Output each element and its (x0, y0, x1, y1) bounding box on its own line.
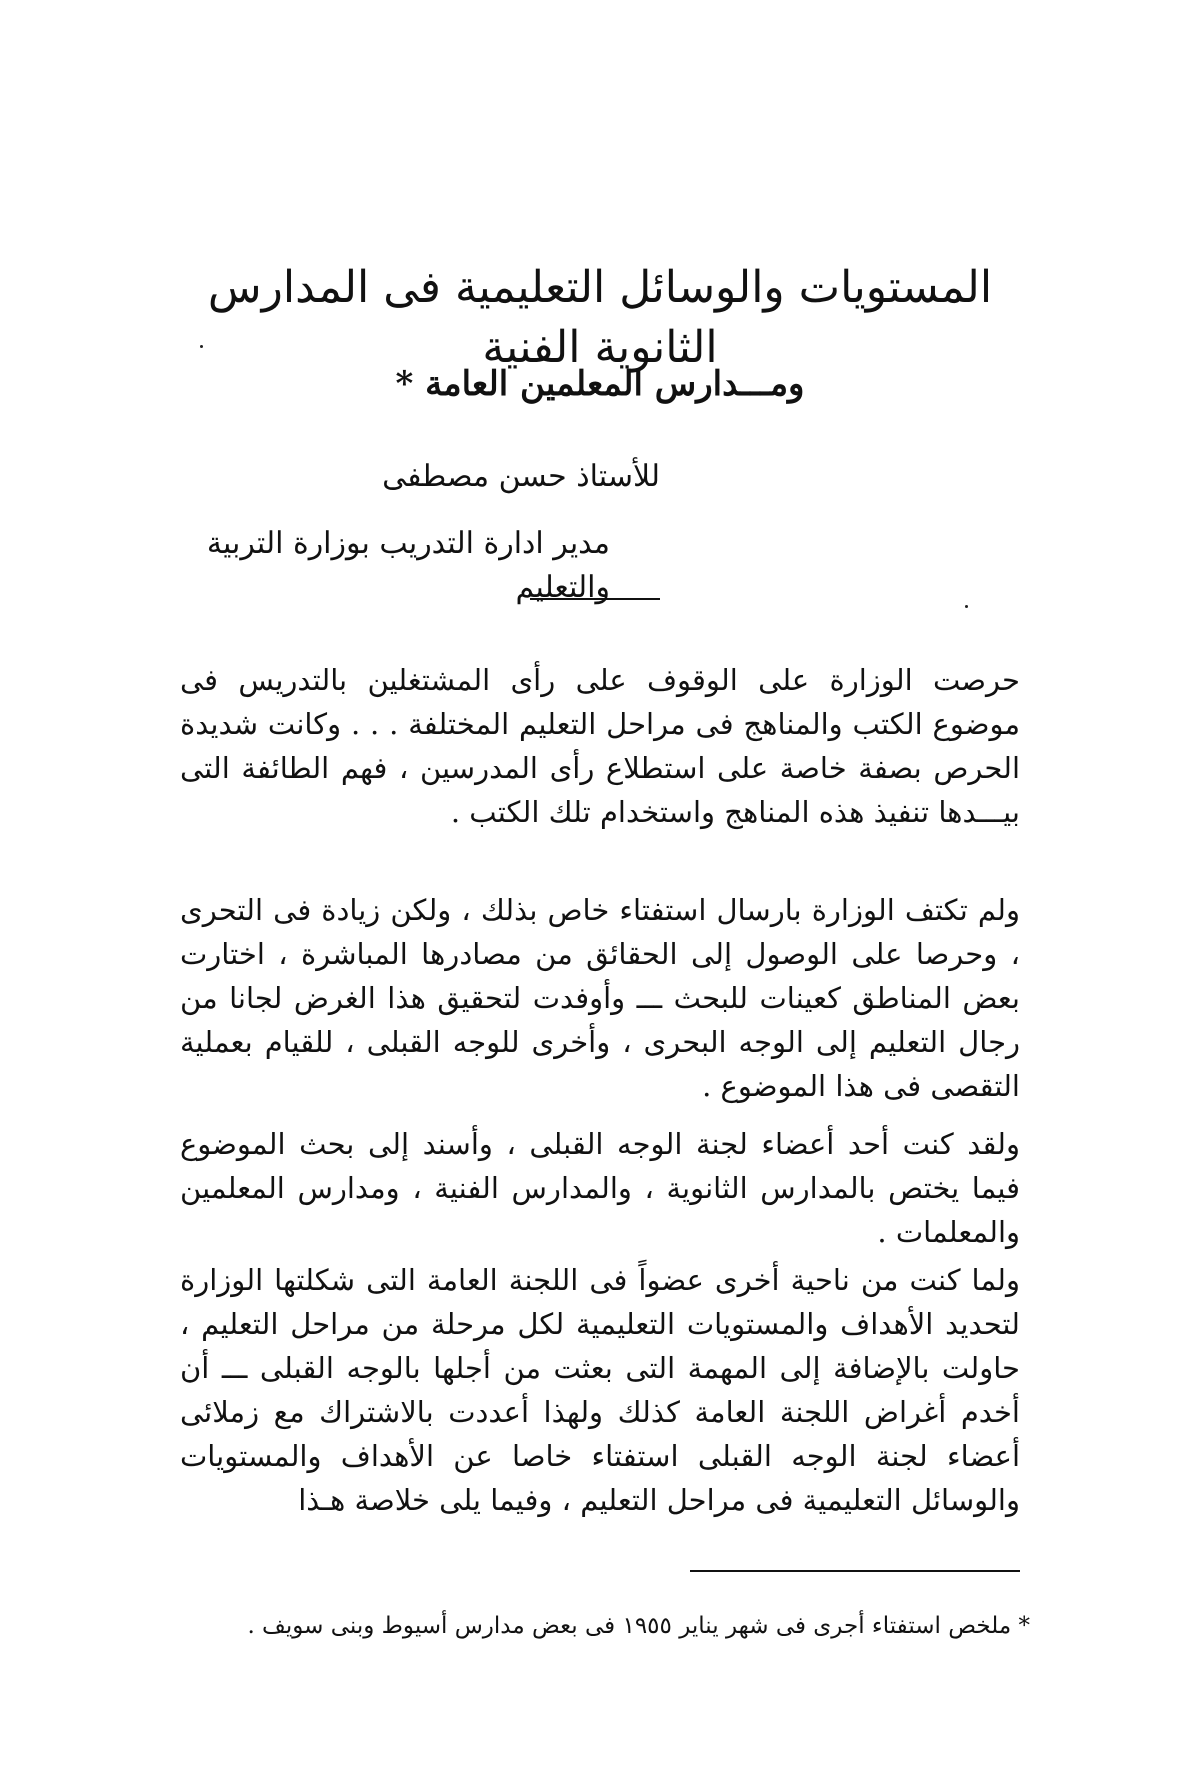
footnote: * ملخص استفتاء أجرى فى شهر يناير ١٩٥٥ فى بعض مدارس أسيوط وبنى سويف . (247, 1613, 1030, 1639)
body-paragraph: ولم تكتف الوزارة بارسال استفتاء خاص بذلك ، ولكن زيادة فى التحرى ، وحرصا على الوصول إلى الحقائق من مصادرها المباشرة ، اختارت بعض المناطق كعينات للبحث ـــ وأوفدت لتحقيق هذا الغرض لجانا من رجال التعليم إلى الوجه البحرى ، وأخرى للوجه القبلى ، للقيام بعملية التقصى فى هذا الموضوع . (180, 893, 1020, 1103)
footnote-divider (690, 1570, 1020, 1572)
author-line: للأستاذ حسن مصطفى (382, 459, 660, 494)
title-divider (530, 598, 660, 600)
author-affiliation: مدير ادارة التدريب بوزارة التربية والتعليم (206, 526, 610, 605)
article-subtitle: ومـــدارس المعلمين العامة * (395, 364, 805, 404)
body-paragraph: حرصت الوزارة على الوقوف على رأى المشتغلين بالتدريس فى موضوع الكتب والمناهج فى مراحل التعليم المختلفة . . . وكانت شديدة الحرص بصفة خاصة على استطلاع رأى المدرسين ، فهم الطائفة التى بيـــدها تنفيذ هذه المناهج واستخدام تلك الكتب . (180, 663, 1020, 829)
scan-speck (965, 605, 968, 608)
article-title: المستويات والوسائل التعليمية فى المدارس الثانوية الفنية (207, 262, 993, 373)
scan-speck (200, 345, 203, 348)
body-paragraph: ولما كنت من ناحية أخرى عضواً فى اللجنة العامة التى شكلتها الوزارة لتحديد الأهداف والمستويات التعليمية لكل مرحلة من مراحل التعليم ، حاولت بالإضافة إلى المهمة التى بعثت من أجلها بالوجه القبلى ـــ أن أخدم أغراض اللجنة العامة كذلك ولهذا أعددت بالاشتراك مع زملائى أعضاء لجنة الوجه القبلى استفتاء خاصا عن الأهداف والمستويات والوسائل التعليمية فى مراحل التعليم ، وفيما يلى خلاصة هـذا (180, 1263, 1020, 1517)
body-paragraph: ولقد كنت أحد أعضاء لجنة الوجه القبلى ، وأسند إلى بحث الموضوع فيما يختص بالمدارس الثانوية ، والمدارس الفنية ، ومدارس المعلمين والمعلمات . (180, 1127, 1020, 1249)
